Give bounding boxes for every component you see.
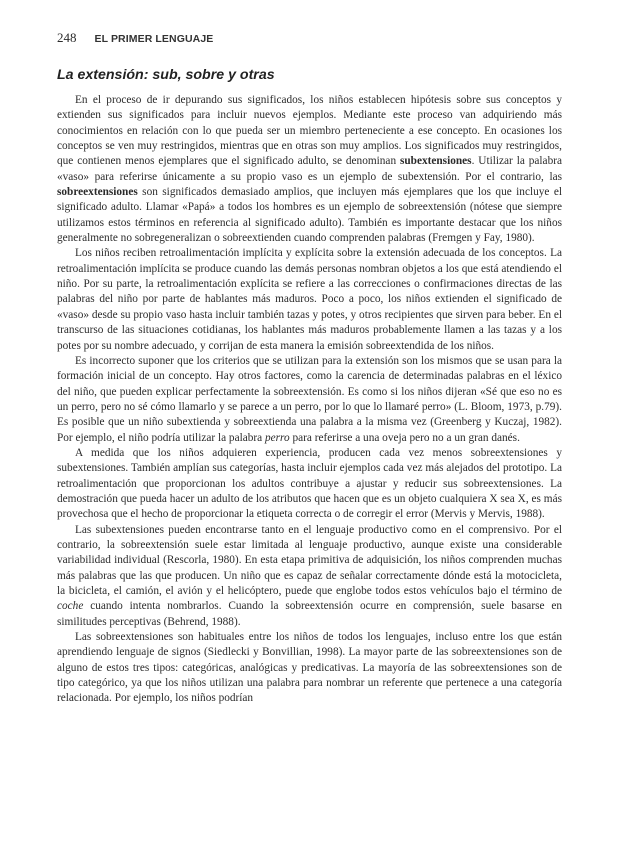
term-sobreextensiones: sobreextensiones [57,186,138,199]
paragraph-text: para referirse a una oveja pero no a un gran danés. [289,431,520,444]
term-subextensiones: subextensiones [400,155,472,168]
italic-term-coche: coche [57,600,84,613]
paragraph-text: Es incorrecto suponer que los criterios que se utilizan para la extensión son los mismos que se usan para la formación inicial de un concepto. Hay otros factores, como la carencia de determinadas palabras en el léxico del niño, que pueden explicar perfectamente la sobreextensión. Es como si los niños dijeran «Sé que eso no es un perro, pero no sé cómo llamarlo y se parece a un perro, por lo que lo llamaré perro» (L. Bloom, 1973, p.79). Es posible que un niño subextienda y sobreextienda una palabra a la misma vez (Greenberg y Kuczaj, 1982). Por ejemplo, el niño podría utilizar la palabra [57,354,562,444]
paragraph-text: En el proceso de ir depurando sus significados, los niños establecen hipótesis sobre sus conceptos y extienden sus significados para incluir nuevos ejemplos. Mediante este proceso van adquiriendo más conocimientos en relación con lo que pueda ser un miembro perteneciente a ese concepto. En ocasiones los conceptos se ven muy restringidos, mientras que en otras son muy amplios. Los significados muy restringidos, que contienen menos ejemplares que el significado adulto, se denominan [57,94,562,168]
paragraph-6 [57,630,562,707]
paragraph-text: Los niños reciben retroalimentación implícita y explícita sobre la extensión adecuada de los conceptos. La retroalimentación implícita se produce cuando las demás personas nombran objetos a los que está atendiendo el niño. Por su parte, la retroalimentación explícita se refiere a las correcciones o confirmaciones directas de las palabras del niño por parte de hablantes más maduros. Poco a poco, los niños extienden el significado de «vaso» desde su propio vaso hasta incluir también tazas y potes, y otros recipientes que sirven para beber. En el transcurso de las situaciones cotidianas, los hablantes más maduros probablemente llamen a las tazas y a los potes por su nombre adecuado, y corrijan de esta manera la emisión sobreextendida de los niños. [57,247,562,352]
paragraph-text: . Utilizar la palabra «vaso» para referirse únicamente a su propio vaso es un ejemplo de subextensión. Por el contrario, las [57,155,562,183]
paragraph-1 [57,93,562,246]
body-text [57,93,562,707]
running-title: EL PRIMER LENGUAJE [94,33,214,45]
paragraph-5 [57,523,562,630]
page-number: 248 [57,30,77,45]
paragraph-text: A medida que los niños adquieren experiencia, producen cada vez menos sobreextensiones y subextensiones. También amplían sus categorías, hasta incluir ejemplos cada vez más alejados del prototipo. La retroalimentación que proporcionan los adultos contribuye a ajustar y reducir sus sobreextensiones. La demostración que pueda hacer un adulto de los atributos que hacen que es un objeto cualquiera X sea X, es más provechosa que el hecho de proporcionar la etiqueta correcta o de corregir el error (Mervis y Mervis, 1988). [57,446,562,521]
running-header [57,30,213,46]
paragraph-text: son significados demasiado amplios, que incluyen más ejemplares que los que incluye el significado adulto. Llamar «Papá» a todos los hombres es un ejemplo de sobreextensión (nótese que siempre utilizamos estos términos en referencia al significado adulto). También es importante destacar que los niños generalmente no sobregeneralizan o sobreextienden cuando comprenden palabras (Fremgen y Fay, 1980). [57,186,562,245]
paragraph-text: Las subextensiones pueden encontrarse tanto en el lenguaje productivo como en el comprensivo. Por el contrario, la sobreextensión suele estar limitada al lenguaje productivo, aunque existe una considerable variabilidad individual (Rescorla, 1980). En esta etapa primitiva de adquisición, los niños comprenden muchas más palabras que las que producen. Un niño que es capaz de señalar correctamente dónde está la motocicleta, la bicicleta, el camión, el avión y el helicóptero, puede que englobe todos estos vehículos bajo el término de [57,523,562,597]
section-title: La extensión: sub, sobre y otras [57,67,275,83]
paragraph-4 [57,446,562,523]
paragraph-2 [57,246,562,353]
paragraph-text: cuando intenta nombrarlos. Cuando la sobreextensión ocurre en comprensión, suele basarse en similitudes perceptivas (Behrend, 1988). [57,600,562,628]
italic-term-perro: perro [264,431,290,444]
paragraph-text: Las sobreextensiones son habituales entre los niños de todos los lenguajes, incluso entre los que están aprendiendo lenguaje de signos (Siedlecki y Bonvillian, 1998). La mayor parte de las sobreextensiones son de alguno de estos tres tipos: categóricas, analógicas y predicativas. La mayoría de las sobreextensiones son de tipo categórico, ya que los niños utilizan una palabra para nombrar un referente que pertenece a una categoría relacionada. Por ejemplo, los niños podrían [57,631,562,705]
paragraph-3 [57,354,562,446]
